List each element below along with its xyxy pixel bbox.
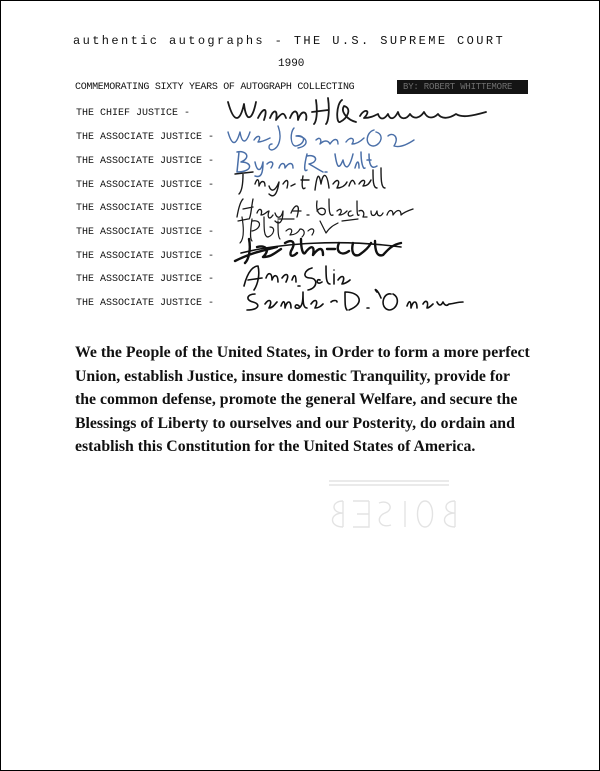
preamble-line: We the People of the United States, in Order to form a more perfect <box>75 344 530 361</box>
preamble-line: Union, establish Justice, insure domestic Tranquility, provide for <box>75 367 511 385</box>
justice-title: THE ASSOCIATE JUSTICE - <box>76 156 215 167</box>
paper-watermark <box>309 467 469 537</box>
justice-row <box>76 298 596 322</box>
signature-stroke <box>228 98 486 124</box>
justice-title: THE ASSOCIATE JUSTICE - <box>76 180 215 191</box>
justice-title: THE CHIEF JUSTICE - <box>76 108 191 119</box>
preamble-line: Blessings of Liberty to ourselves and our Posterity, do ordain and <box>75 414 515 432</box>
justice-title: THE ASSOCIATE JUSTICE - <box>76 251 215 262</box>
signature-oconnor <box>241 284 471 316</box>
justice-title: THE ASSOCIATE JUSTICE - <box>76 298 215 309</box>
justice-title: THE ASSOCIATE JUSTICE - <box>76 227 215 238</box>
signature-stroke <box>247 290 463 310</box>
commemorating-line: COMMEMORATING SIXTY YEARS OF AUTOGRAPH COLLECTING <box>75 82 355 93</box>
preamble-line: establish this Constitution for the United States of America. <box>75 438 476 455</box>
document-year: 1990 <box>278 58 305 70</box>
constitution-preamble <box>75 341 535 459</box>
preamble-line: the common defense, promote the general Welfare, and secure the <box>75 391 518 408</box>
justice-title: THE ASSOCIATE JUSTICE - <box>76 274 215 285</box>
signature-stroke <box>235 168 385 196</box>
justice-title: THE ASSOCIATE JUSTICE - <box>76 132 215 143</box>
collector-credit: BY: ROBERT WHITTEMORE <box>403 82 513 92</box>
justice-title: THE ASSOCIATE JUSTICE <box>76 203 203 214</box>
document-header: authentic autographs - THE U.S. SUPREME COURT <box>73 34 506 48</box>
